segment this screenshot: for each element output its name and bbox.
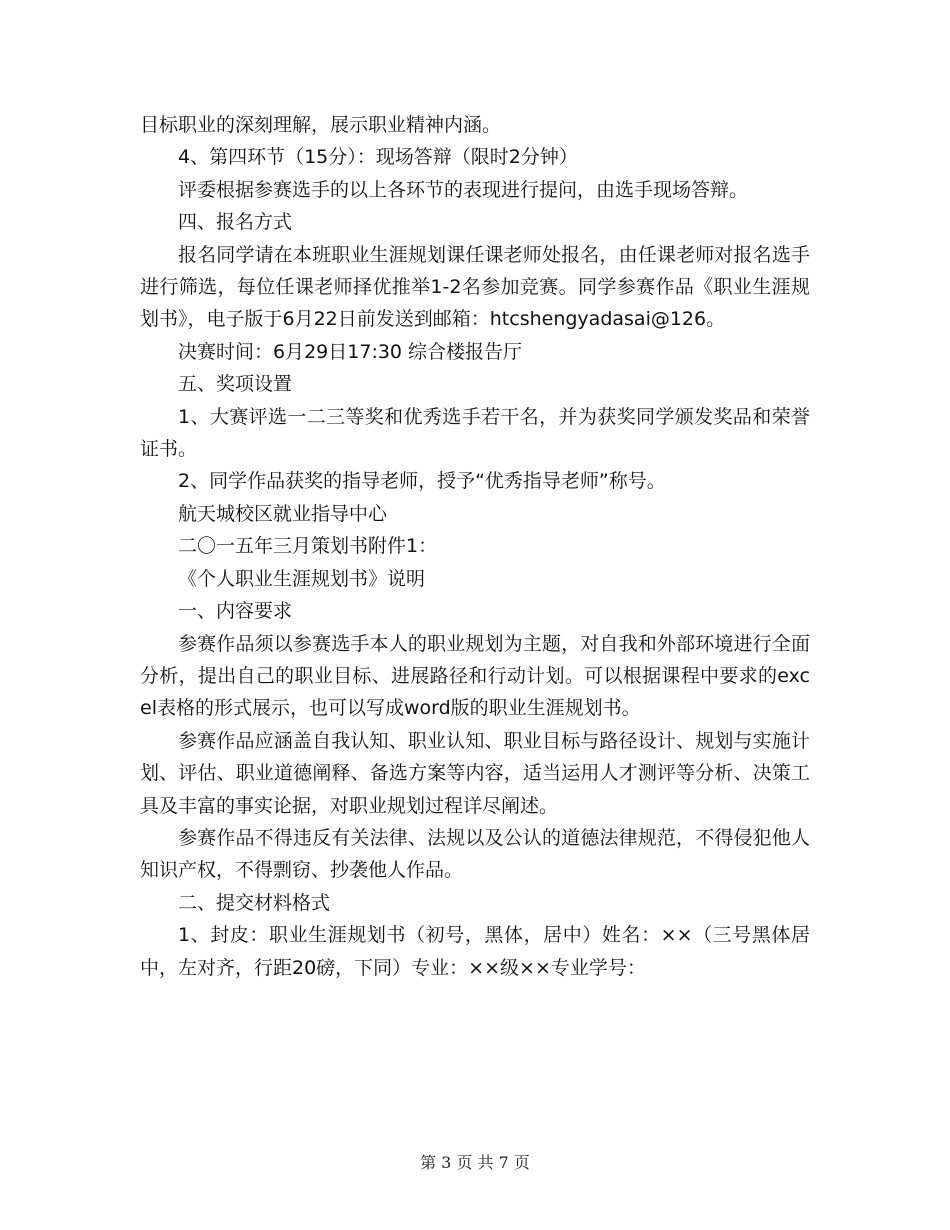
paragraph: 参赛作品须以参赛选手本人的职业规划为主题，对自我和外部环境进行全面分析，提出自己的职业目标、进展路径和行动计划。可以根据课程中要求的excel表格的形式展示，也可以写成word版的职业生涯规划书。 — [140, 632, 810, 720]
paragraph: 1、大赛评选一二三等奖和优秀选手若干名，并为获奖同学颁发奖品和荣誉证书。 — [140, 405, 810, 461]
paragraph: 参赛作品不得违反有关法律、法规以及公认的道德法律规范，不得侵犯他人知识产权，不得剽窃、抄袭他人作品。 — [140, 826, 810, 882]
paragraph: 评委根据参赛选手的以上各环节的表现进行提问，由选手现场答辩。 — [178, 178, 749, 201]
paragraph: 4、第四环节（15分）：现场答辩（限时2分钟） — [178, 146, 578, 169]
paragraph: 五、奖项设置 — [178, 373, 293, 396]
paragraph: 决赛时间：6月29日17:30 综合楼报告厅 — [178, 340, 523, 363]
paragraph: 目标职业的深刻理解，展示职业精神内涵。 — [140, 114, 502, 136]
paragraph: 1、封皮：职业生涯规划书（初号，黑体，居中）姓名：××（三号黑体居中，左对齐，行距20磅，下同）专业：××级××专业学号： — [140, 924, 810, 979]
paragraph: 《个人职业生涯规划书》说明 — [178, 567, 426, 590]
paragraph: 二〇一五年三月策划书附件1： — [178, 535, 438, 558]
paragraph: 航天城校区就业指导中心 — [178, 502, 388, 525]
paragraph: 二、提交材料格式 — [178, 891, 331, 914]
page-footer: 第 3 页 共 7 页 — [420, 1153, 530, 1172]
paragraph: 一、内容要求 — [178, 600, 293, 623]
paragraph: 2、同学作品获奖的指导老师，授予“优秀指导老师”称号。 — [178, 470, 666, 493]
paragraph: 报名同学请在本班职业生涯规划课任课老师处报名，由任课老师对报名选手进行筛选，每位任课老师择优推举1-2名参加竞赛。同学参赛作品《职业生涯规划书》，电子版于6月22日前发送到邮箱：htcshengyadasai@126。 — [140, 243, 810, 331]
page-body — [140, 109, 810, 984]
paragraph: 四、报名方式 — [178, 211, 293, 234]
paragraph: 参赛作品应涵盖自我认知、职业认知、职业目标与路径设计、规划与实施计划、评估、职业道德阐释、备选方案等内容，适当运用人才测评等分析、决策工具及丰富的事实论据，对职业规划过程详尽阐述。 — [140, 729, 810, 817]
